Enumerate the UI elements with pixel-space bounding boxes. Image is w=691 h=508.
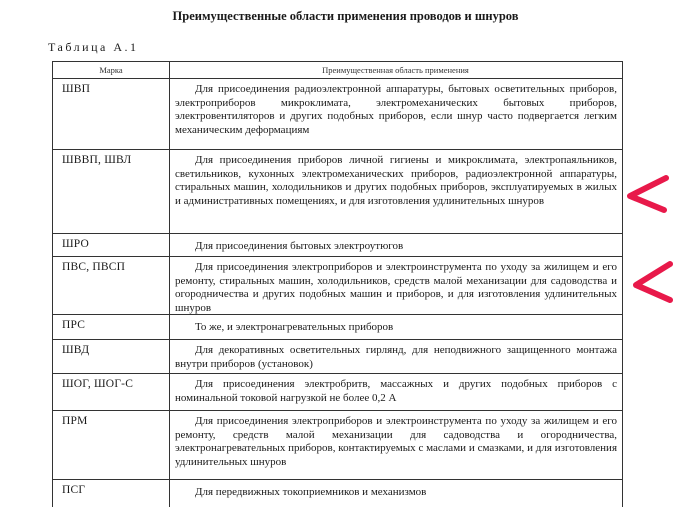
row-application: То же, и электронагревательных приборов xyxy=(195,321,394,333)
annotation-chevron-icon xyxy=(628,258,674,306)
table-row xyxy=(53,257,622,315)
row-application: Для передвижных токоприемников и механизмов xyxy=(195,486,427,498)
row-brand: ШВП xyxy=(62,83,91,95)
row-brand: ПРС xyxy=(62,319,86,331)
table-label: Таблица А.1 xyxy=(48,40,139,54)
table-row xyxy=(53,480,622,508)
row-application: Для присоединения электроприборов и электроинструмента по уходу за жилищем и его ремонту, средств малой механизации для садоводства и огородничества, электронагревательных приборов, контактируемых с маслами и смазками, и для изготовления удлинительных шнуров xyxy=(175,415,617,468)
row-application: Для присоединения радиоэлектронной аппаратуры, бытовых осветительных приборов, электроприборов микроклимата, электромеханических бытовых приборов, электровентиляторов и других подобных приборов, если шнур часто подвергается легким механическим деформациям xyxy=(175,83,617,136)
row-application: Для присоединения электробритв, массажных и других подобных приборов с номинальной токовой нагрузкой не более 0,2 А xyxy=(175,378,617,404)
table-row xyxy=(53,150,622,234)
cable-table xyxy=(52,61,623,507)
table-row xyxy=(53,79,622,150)
table-row xyxy=(53,315,622,340)
row-application: Для присоединения бытовых электроутюгов xyxy=(195,240,404,252)
table-row xyxy=(53,340,622,374)
row-brand: ПВС, ПВСП xyxy=(62,261,126,273)
row-brand: ШВД xyxy=(62,344,90,356)
table-row xyxy=(53,234,622,257)
table-header xyxy=(53,62,622,79)
row-brand: ПСГ xyxy=(62,484,86,496)
page-title: Преимущественные области применения проводов и шнуров xyxy=(172,9,519,23)
row-brand: ПРМ xyxy=(62,415,88,427)
row-brand: ШВВП, ШВЛ xyxy=(62,154,132,166)
row-application: Для присоединения приборов личной гигиены и микроклимата, электропаяльников, светильников, кухонных электромеханических приборов, радиоэлектронной аппаратуры, стиральных машин, холодильников и других подобных приборов, эксплуатируемых в жилых и административных помещениях, и для изготовления удлинительных шнуров xyxy=(175,154,617,207)
row-brand: ШРО xyxy=(62,238,90,250)
row-application: Для декоративных осветительных гирлянд, для неподвижного защищенного монтажа внутри приборов (установок) xyxy=(175,344,617,370)
row-brand: ШОГ, ШОГ-С xyxy=(62,378,134,390)
row-application: Для присоединения электроприборов и электроинструмента по уходу за жилищем и его ремонту, стиральных машин, холодильников, средств малой механизации для садоводства и огородничества и других подобных машин и приборов, и для изготовления удлинительных шнуров xyxy=(175,261,617,314)
table-row xyxy=(53,411,622,480)
header-brand: Марка xyxy=(99,65,123,75)
header-application: Преимущественная область применения xyxy=(322,65,469,75)
annotation-chevron-icon xyxy=(622,172,670,216)
table-row xyxy=(53,374,622,411)
